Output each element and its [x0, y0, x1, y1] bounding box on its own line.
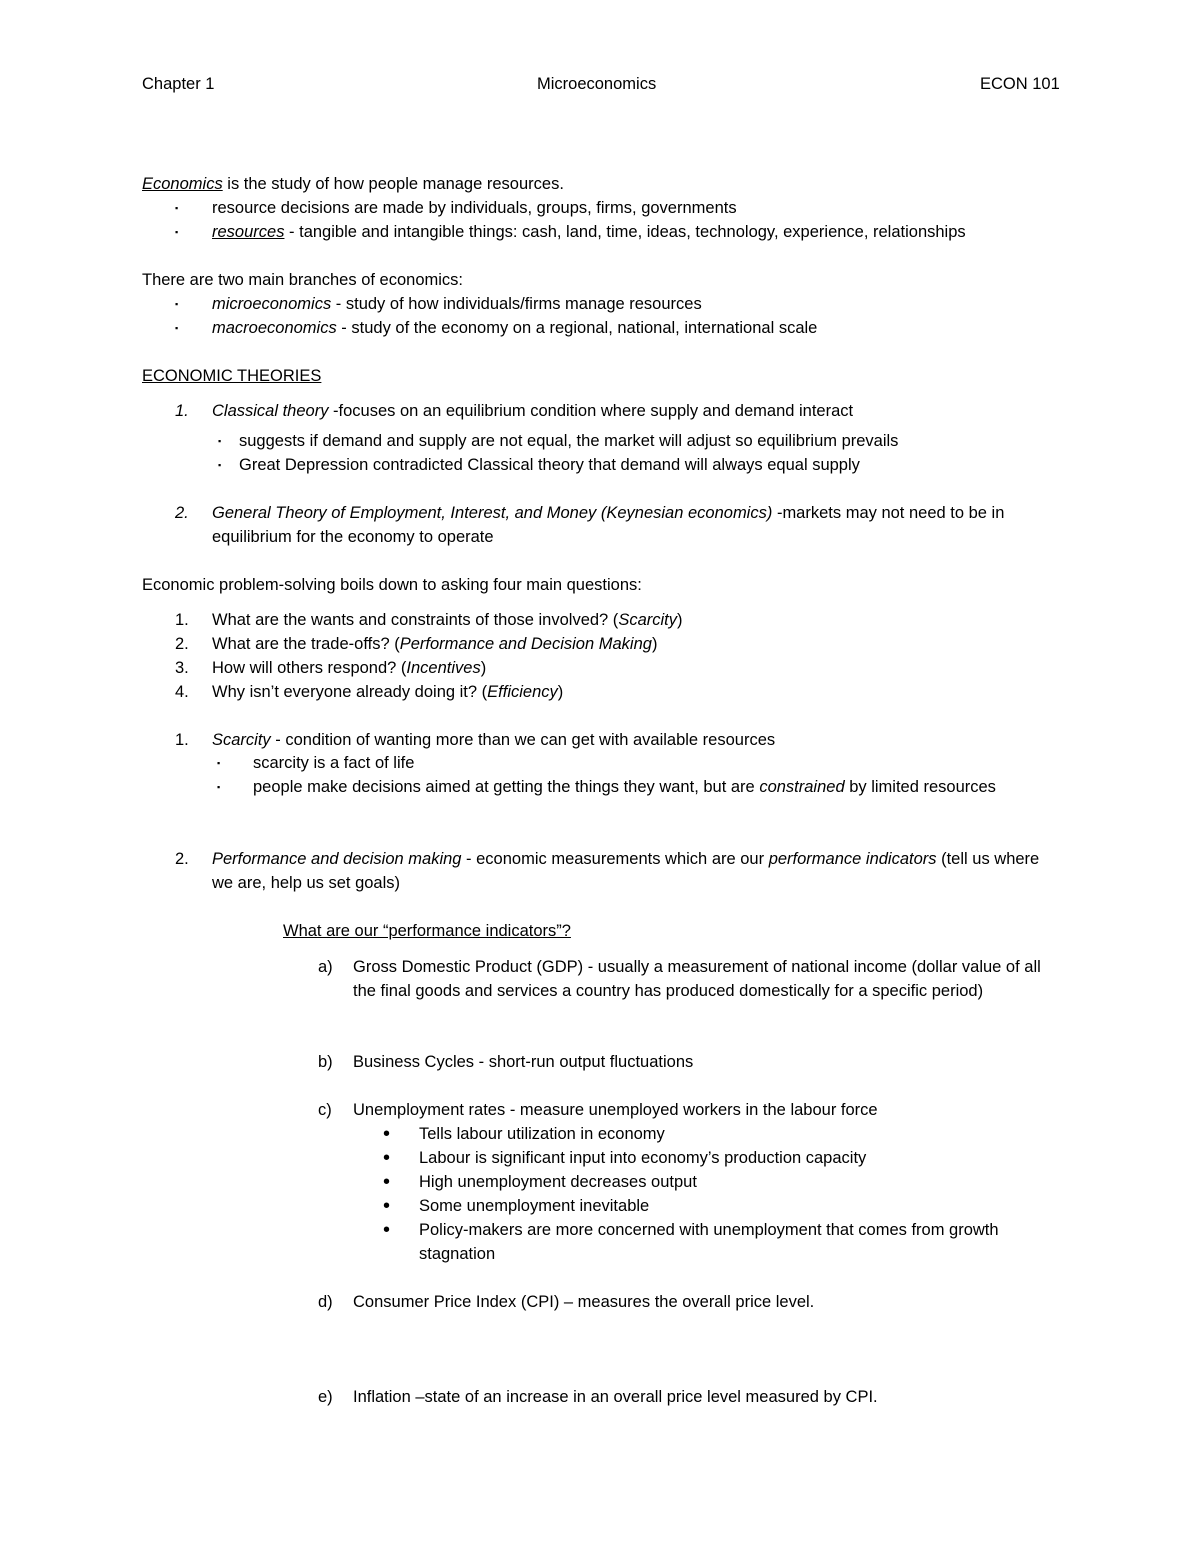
theory-sub-text: Great Depression contradicted Classical theory that demand will always equal supply [239, 456, 860, 474]
term-economics: Economics [142, 175, 223, 193]
unemployment-bullet [383, 1194, 390, 1219]
scarcity-bullet-text: people make decisions aimed at getting the things they want, but are constrained by limited resources [253, 778, 996, 796]
unemployment-bullet-text: Labour is significant input into economy’s production capacity [419, 1149, 867, 1167]
intro-bullet-text: resource decisions are made by individuals, groups, firms, governments [212, 199, 737, 217]
unemployment-bullet-text: Policy-makers are more concerned with unemployment that comes from growth stagnation [419, 1221, 999, 1263]
indicator-cpi: Consumer Price Index (CPI) – measures the overall price level. [353, 1293, 815, 1311]
header-chapter: Chapter 1 [142, 75, 215, 93]
theory-number: 2. [175, 504, 189, 522]
square-bullet-icon: ▪ [175, 203, 179, 213]
question-number: 3. [175, 659, 189, 677]
header-title: Microeconomics [537, 75, 657, 93]
branch-item-micro: microeconomics - study of how individuals/firms manage resources [212, 295, 702, 313]
indicator-inflation: Inflation –state of an increase in an overall price level measured by CPI. [353, 1388, 878, 1406]
bullet-dot-icon: • [383, 1147, 391, 1169]
square-bullet-icon: ▪ [175, 299, 179, 309]
scarcity-bullet [217, 775, 220, 799]
branch-bullet [175, 292, 178, 316]
unemployment-bullet-text: Tells labour utilization in economy [419, 1125, 665, 1143]
square-bullet-icon: ▪ [175, 323, 179, 333]
theory-number: 1. [175, 402, 189, 420]
theory-classical: Classical theory -focuses on an equilibrium condition where supply and demand interact [212, 402, 854, 420]
question-number: 1. [175, 611, 189, 629]
bullet-dot-icon: • [383, 1219, 391, 1241]
intro-bullet [175, 220, 178, 244]
theories-heading: ECONOMIC THEORIES [142, 367, 322, 385]
square-bullet-icon: ▪ [217, 758, 221, 768]
question-item: Why isn’t everyone already doing it? (Efficiency) [212, 683, 564, 701]
branch-bullet [175, 316, 178, 340]
performance-definition: Performance and decision making - economic measurements which are our performance indicators (tell us where we are, help us set goals) [212, 850, 1040, 892]
bullet-dot-icon: • [383, 1171, 391, 1193]
intro-bullet [175, 196, 178, 220]
indicator-business-cycles: Business Cycles - short-run output fluctuations [353, 1053, 694, 1071]
theory-sub-bullet [218, 453, 221, 477]
unemployment-bullet-text: Some unemployment inevitable [419, 1197, 650, 1215]
question-number: 4. [175, 683, 189, 701]
performance-number: 2. [175, 850, 189, 868]
indicator-letter: d) [318, 1293, 333, 1311]
branches-lead: There are two main branches of economics: [142, 271, 463, 289]
indicator-unemployment: Unemployment rates - measure unemployed workers in the labour force [353, 1101, 878, 1119]
question-item: What are the trade-offs? (Performance and Decision Making) [212, 635, 658, 653]
theory-keynesian: General Theory of Employment, Interest, and Money (Keynesian economics) -markets may not need to be in equilibrium for the economy to operate [212, 504, 1005, 546]
header-course: ECON 101 [980, 75, 1060, 93]
indicator-letter: b) [318, 1053, 333, 1071]
indicator-letter: a) [318, 958, 333, 976]
theory-sub-bullet [218, 429, 221, 453]
bullet-dot-icon: • [383, 1195, 391, 1217]
question-item: What are the wants and constraints of those involved? (Scarcity) [212, 611, 683, 629]
square-bullet-icon: ▪ [175, 227, 179, 237]
theory-sub-text: suggests if demand and supply are not equal, the market will adjust so equilibrium prevails [239, 432, 899, 450]
question-item: How will others respond? (Incentives) [212, 659, 487, 677]
bullet-dot-icon: • [383, 1123, 391, 1145]
problem-lead: Economic problem-solving boils down to asking four main questions: [142, 576, 642, 594]
unemployment-bullet [383, 1122, 390, 1147]
indicators-subheading: What are our “performance indicators”? [283, 922, 571, 940]
unemployment-bullet-text: High unemployment decreases output [419, 1173, 697, 1191]
intro-definition: Economics is the study of how people manage resources. [142, 175, 564, 193]
question-number: 2. [175, 635, 189, 653]
square-bullet-icon: ▪ [218, 436, 222, 446]
scarcity-definition: Scarcity - condition of wanting more than we can get with available resources [212, 731, 776, 749]
scarcity-bullet-text: scarcity is a fact of life [253, 754, 415, 772]
scarcity-number: 1. [175, 731, 189, 749]
intro-bullet-text: resources - tangible and intangible things: cash, land, time, ideas, technology, experience, relationships [212, 223, 966, 241]
square-bullet-icon: ▪ [217, 782, 221, 792]
scarcity-bullet [217, 751, 220, 775]
indicator-gdp: Gross Domestic Product (GDP) - usually a measurement of national income (dollar value of all the final goods and services a country has produced domestically for a specific period) [353, 958, 1041, 1000]
square-bullet-icon: ▪ [218, 460, 222, 470]
unemployment-bullet [383, 1170, 390, 1195]
unemployment-bullet [383, 1218, 390, 1243]
indicator-letter: c) [318, 1101, 332, 1119]
branch-item-macro: macroeconomics - study of the economy on a regional, national, international scale [212, 319, 818, 337]
unemployment-bullet [383, 1146, 390, 1171]
indicator-letter: e) [318, 1388, 333, 1406]
